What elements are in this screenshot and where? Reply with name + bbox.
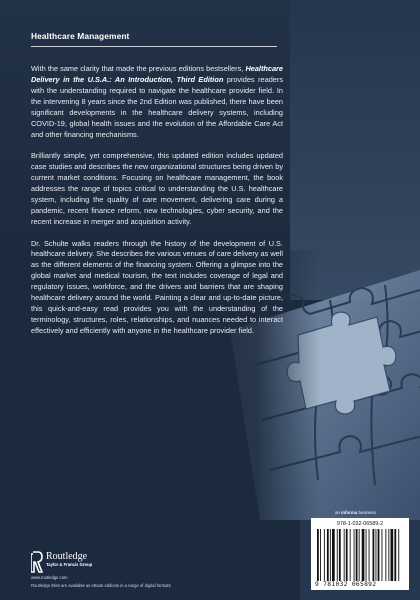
barcode-bar [356,529,358,581]
barcode-panel [311,518,409,590]
barcode-bar [317,529,319,581]
publisher-name: Routledge [46,551,88,562]
isbn-number: 978-1-032-06589-2 [336,521,384,527]
paragraph-1-intro: With the same clarity that made the previous editions bestsellers, [31,64,246,73]
category-divider [31,46,277,47]
barcode-image [317,529,405,581]
barcode-bar [350,529,351,581]
barcode-bar [369,529,370,581]
barcode-bar [394,529,396,581]
category-label: Healthcare Management [31,31,130,41]
blurb-paragraph-1 [31,64,283,141]
ebook-note: Routledge titles are available as eBook editions in a range of digital formats [31,583,171,588]
barcode-bar [382,529,383,581]
barcode-bar [337,529,338,581]
barcode-bar [359,529,360,581]
barcode-bar [320,529,321,581]
informa-suffix: business [357,510,376,515]
barcode-bar [354,529,355,581]
barcode-bar [346,529,348,581]
informa-business-label [335,510,376,515]
barcode-bar [332,529,335,581]
blurb-paragraph-2: Brilliantly simple, yet comprehensive, this updated edition includes updated case studies and describes the new organizational structures being driven by current market conditions. Focusing on healthcare management, the book addresses the range of topics critical to understanding the U.S. healthcare system, including the quality of care movement, delivering care during a pandemic, recent finance reform, new technologies, cyber security, and the recent increase in merger and acquisition activity. [31,151,283,226]
barcode-bar [398,529,399,581]
barcode-bar [391,529,394,581]
paragraph-1-rest: provides readers with the understanding required to navigate the healthcare provider field. In the intervening 8 years since the 2nd Edition was published, there have been significant developments in the healthcare delivery systems, including COVID-19, global health issues and the evolution of the Affordable Care Act and other financing mechanisms. [31,74,283,139]
barcode-bar [362,529,365,581]
blurb [31,64,283,348]
barcode-bar [344,529,345,581]
barcode-bar [339,529,341,581]
barcode-bar [388,529,389,581]
barcode-bar [373,529,375,581]
barcode-bar [327,529,329,581]
barcode-bar [366,529,367,581]
publisher-url[interactable]: www.routledge.com [31,575,68,580]
book-title: Healthcare Delivery in the U.S.A.: An Introduction, Third Edition [31,64,283,84]
blurb-paragraph-3: Dr. Schulte walks readers through the history of the development of U.S. healthcare delivery. She describes the various venues of care delivery as well as the different elements of the financing system. Offering a glimpse into the global market and medical tourism, the text includes coverage of legal and regulatory issues, workforce, and the drivers and barriers that are shaping healthcare delivery around the world. Painting a clear and up-to-date picture, this quick-and-easy read provides you with the understanding of the terminology, structures, roles, relationships, and nuances needed to interact effectively and efficiently with anyone in the healthcare provider field. [31,238,283,336]
barcode-digits: 9 781032 065892 [315,581,377,588]
barcode-bar [385,529,386,581]
barcode-bar [330,529,331,581]
barcode-bar [378,529,380,581]
publisher-group: Taylor & Francis Group [46,562,93,567]
barcode-bar [376,529,377,581]
informa-brand: informa [341,510,358,515]
informa-prefix: an [335,510,342,515]
barcode-bar [324,529,325,581]
routledge-logo-icon [31,551,43,573]
